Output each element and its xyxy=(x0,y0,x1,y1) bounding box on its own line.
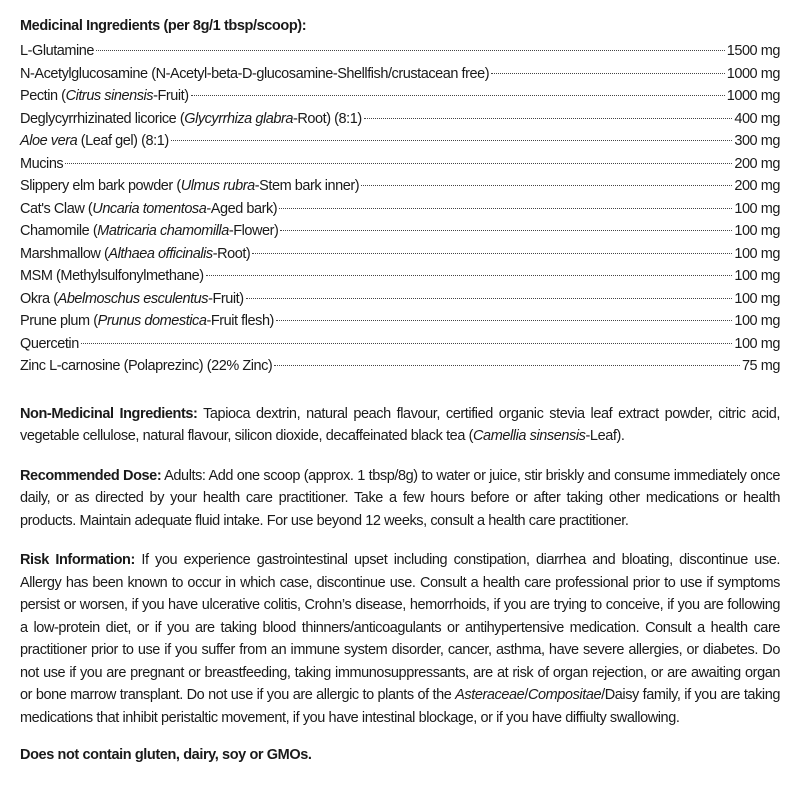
non-medicinal-text: Tapioca dextrin, natural peach flavour, certified organic stevia leaf extract powder, citric acid, vegetable cellulose, natural flavour, silicon dioxide, decaffeinated black tea ( xyxy=(20,405,780,444)
ingredient-name-text: L-Glutamine xyxy=(20,43,95,59)
ingredient-name xyxy=(20,63,489,86)
ingredient-amount: 75 mg xyxy=(741,358,780,374)
risk-family-compositae: Compositae xyxy=(527,687,602,703)
ingredient-name-text: Pectin ( xyxy=(20,88,66,104)
ingredient-name-text: MSM (Methylsulfonylmethane) xyxy=(20,268,204,284)
ingredient-name-text: Slippery elm bark powder ( xyxy=(20,178,181,194)
ingredient-amount: 1000 mg xyxy=(726,88,780,104)
ingredient-name xyxy=(20,310,274,333)
ingredient-amount: 200 mg xyxy=(734,155,780,172)
ingredient-latin-name: Abelmoschus esculentus xyxy=(57,290,209,307)
ingredient-latin-name: Althaea officinalis xyxy=(108,245,213,262)
ingredient-name-text: N-Acetylglucosamine (N-Acetyl-beta-D-glucosamine-Shellfish/crustacean free) xyxy=(20,65,490,82)
medicinal-ingredients-list xyxy=(20,40,800,378)
ingredient-row xyxy=(20,153,780,176)
dot-leader xyxy=(361,185,732,186)
ingredient-name xyxy=(20,198,277,221)
ingredient-name xyxy=(20,265,204,288)
recommended-dose-label: Recommended Dose: xyxy=(20,467,162,484)
ingredient-amount: 1000 mg xyxy=(726,65,780,82)
ingredient-name-text: Chamomile ( xyxy=(20,223,98,239)
ingredient-row xyxy=(20,355,780,378)
ingredient-row xyxy=(20,130,780,153)
dot-leader xyxy=(65,163,732,164)
ingredient-name-text: Deglycyrrhizinated licorice ( xyxy=(20,110,185,127)
ingredient-name xyxy=(20,85,189,108)
ingredient-row xyxy=(20,220,780,243)
ingredient-name xyxy=(20,153,63,176)
ingredient-latin-name: Glycyrrhiza glabra xyxy=(184,110,293,127)
ingredient-name xyxy=(20,333,79,356)
ingredient-amount: 400 mg xyxy=(734,110,780,127)
ingredient-name-suffix: -Fruit) xyxy=(208,290,244,307)
dot-leader xyxy=(364,118,733,119)
ingredient-row xyxy=(20,63,780,86)
risk-information-label: Risk Information: xyxy=(20,552,135,568)
ingredient-name-suffix: -Root) xyxy=(212,245,251,262)
non-medicinal-text-end: -Leaf). xyxy=(585,428,625,444)
risk-information-text-end: /Daisy family, if you are taking medications that inhibit peristaltic movement, if you have intestinal blockage, or if you have diffiulty swallowing. xyxy=(20,687,780,726)
risk-information-text: If you experience gastrointestinal upset including constipation, diarrhea and bloating, discontinue use. Allergy has been known to occur in which case, discontinue use. Consult a health care professional prior to use if symptoms persist or worsen, if you have ulcerative colitis, Crohn’s disease, hemorrhoids, if you are trying to conceive, if you are following a low-protein diet, or if you are taking blood thinners/anticoagulants or antihypertensive medication. Consult a health care practitioner prior to use if you suffer from an immune system disorder, cancer, asthma, have severe allergies, or diabetes. Do not use if you are pregnant or breastfeeding, taking immunosuppressants, are at risk of organ rejection, or are awaiting organ or bone marrow transplant. Do not use if you are allergic to plants of the xyxy=(20,552,780,703)
dot-leader xyxy=(171,140,733,141)
dot-leader xyxy=(191,95,725,96)
non-medicinal-italic: Camellia sinsensis xyxy=(473,428,586,444)
non-medicinal-ingredients xyxy=(20,403,780,448)
ingredient-latin-name: Prunus domestica xyxy=(97,313,207,329)
recommended-dose-text: Adults: Add one scoop (approx. 1 tbsp/8g) to water or juice, stir briskly and consume immediately once daily, or as directed by your health care practitioner. Take a few hours before or after taking other medications or health products. Maintain adequate fluid intake. For use beyond 12 weeks, consult a health care practitioner. xyxy=(20,467,780,529)
dot-leader xyxy=(206,275,733,276)
ingredient-name xyxy=(20,130,169,153)
ingredient-name-text: Okra ( xyxy=(20,290,58,307)
dot-leader xyxy=(81,343,733,344)
risk-family-slash: / xyxy=(524,687,528,703)
ingredient-latin-name: Ulmus rubra xyxy=(180,178,255,194)
dot-leader xyxy=(246,298,733,299)
allergen-statement: Does not contain gluten, dairy, soy or GMOs. xyxy=(20,747,312,763)
ingredient-name xyxy=(20,40,94,63)
ingredient-name-suffix: -Flower) xyxy=(228,223,279,239)
ingredient-row xyxy=(20,108,780,131)
ingredient-name-suffix: -Fruit) xyxy=(153,88,189,104)
ingredient-name-text: Mucins xyxy=(20,155,64,172)
ingredient-amount: 100 mg xyxy=(734,223,780,239)
ingredient-latin-name: Matricaria chamomilla xyxy=(97,223,229,239)
ingredient-name-suffix: -Root) (8:1) xyxy=(292,110,362,127)
risk-information xyxy=(20,549,780,729)
recommended-dose xyxy=(20,465,780,533)
ingredient-name xyxy=(20,220,278,243)
ingredient-row xyxy=(20,288,780,311)
ingredient-name xyxy=(20,243,250,266)
dot-leader xyxy=(491,73,725,74)
dot-leader xyxy=(280,230,732,231)
non-medicinal-label: Non-Medicinal Ingredients: xyxy=(20,405,198,422)
ingredient-name-text: Quercetin xyxy=(20,335,79,352)
dot-leader xyxy=(276,320,732,321)
ingredient-amount: 100 mg xyxy=(734,200,780,217)
ingredient-name-text: Prune plum ( xyxy=(20,313,98,329)
ingredient-amount: 100 mg xyxy=(734,335,780,352)
dot-leader xyxy=(96,50,725,51)
ingredient-name-suffix: -Stem bark inner) xyxy=(254,178,360,194)
ingredient-latin-name: Aloe vera xyxy=(20,133,78,149)
ingredient-latin-name: Uncaria tomentosa xyxy=(92,200,207,217)
ingredient-row xyxy=(20,85,780,108)
ingredient-row xyxy=(20,40,780,63)
medicinal-ingredients-heading: Medicinal Ingredients (per 8g/1 tbsp/scoop): xyxy=(20,18,307,34)
ingredient-name-suffix: -Aged bark) xyxy=(206,200,278,217)
ingredient-name-suffix: -Fruit flesh) xyxy=(206,313,274,329)
ingredient-row xyxy=(20,333,780,356)
ingredient-row xyxy=(20,310,780,333)
ingredient-amount: 100 mg xyxy=(734,290,780,307)
ingredient-row xyxy=(20,198,780,221)
dot-leader xyxy=(252,253,732,254)
ingredient-name-text: Zinc L-carnosine (Polaprezinc) (22% Zinc) xyxy=(20,358,273,374)
dot-leader xyxy=(274,365,740,366)
ingredient-row xyxy=(20,265,780,288)
ingredient-row xyxy=(20,243,780,266)
ingredient-name-text: Marshmallow ( xyxy=(20,245,109,262)
ingredient-amount: 100 mg xyxy=(734,268,780,284)
ingredient-name-suffix: (Leaf gel) (8:1) xyxy=(77,133,169,149)
ingredient-name xyxy=(20,355,272,378)
ingredient-name-text: Cat's Claw ( xyxy=(20,200,93,217)
dot-leader xyxy=(279,208,732,209)
ingredient-name xyxy=(20,288,244,311)
ingredient-amount: 100 mg xyxy=(734,245,780,262)
ingredient-amount: 200 mg xyxy=(734,178,780,194)
ingredient-row xyxy=(20,175,780,198)
ingredient-name xyxy=(20,175,359,198)
risk-family-asteraceae: Asteraceae xyxy=(455,687,525,703)
ingredient-amount: 300 mg xyxy=(734,133,780,149)
ingredient-amount: 1500 mg xyxy=(726,43,780,59)
ingredient-amount: 100 mg xyxy=(734,313,780,329)
ingredient-latin-name: Citrus sinensis xyxy=(65,88,154,104)
ingredient-name xyxy=(20,108,362,131)
